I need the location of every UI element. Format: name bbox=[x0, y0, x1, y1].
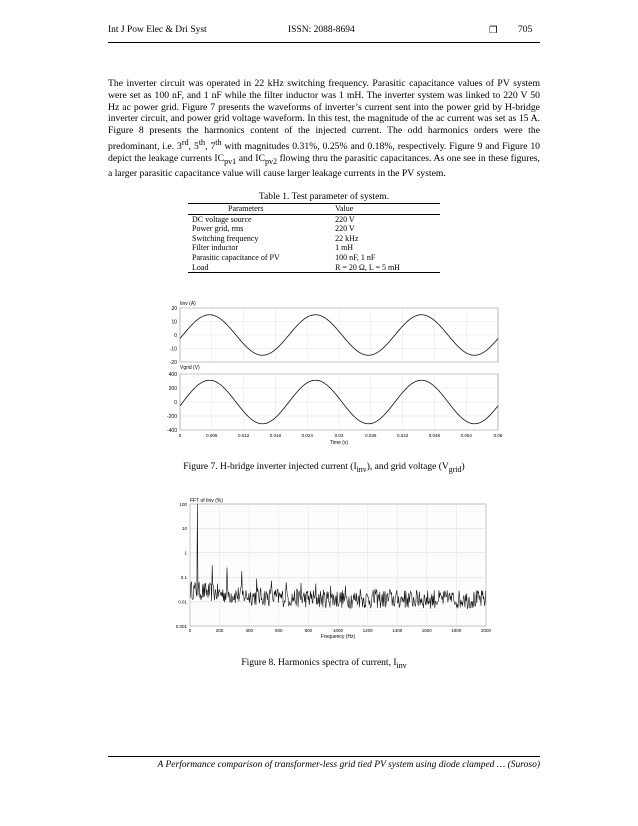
vgrid-yticks bbox=[167, 372, 177, 434]
caption-text: Figure 8. Harmonics spectra of current, I bbox=[241, 658, 397, 668]
caption-text: Figure 7. H-bridge inverter injected current (I bbox=[183, 462, 357, 472]
figure8-chart bbox=[170, 494, 500, 642]
parameter-cell: Load bbox=[188, 263, 331, 273]
fft-ytick-label: 0.1 bbox=[180, 575, 187, 580]
time-xtick-label: 0.054 bbox=[460, 433, 472, 438]
caption-subscript: grid bbox=[448, 464, 462, 474]
page-number: 705 bbox=[518, 25, 533, 35]
parameter-cell: DC voltage source bbox=[192, 214, 252, 224]
superscript: rd bbox=[181, 137, 189, 147]
caption-subscript: inv bbox=[396, 660, 407, 670]
value-cell: 220 V bbox=[335, 224, 355, 234]
time-xtick-label: 0.006 bbox=[206, 433, 218, 438]
paragraph-text: , 5 bbox=[188, 141, 199, 153]
time-xtick-label: 0.018 bbox=[269, 433, 282, 438]
header-rule bbox=[108, 42, 540, 43]
value-cell: 220 V bbox=[335, 214, 355, 224]
box-icon: ❐ bbox=[489, 26, 498, 36]
paragraph-text: The inverter circuit was operated in 22 kHz switching frequency. Parasitic capacitance values of PV system were set as 100 nF, and 1 nF while the filter inductor was 1 mH. The inverter system was linked to 220 V 50 Hz ac power grid. Figure 7 presents the waveforms of inverter’s current sent into the power grid by H-bridge inverter circuit, and power grid voltage waveform. In this test, the magnitude of the ac current was set as 15 A. Figure 8 presents the harmonics content of the injected current. The odd harmonics orders were the predominant, i.e. 3 bbox=[108, 78, 540, 153]
paragraph-text: and IC bbox=[236, 153, 265, 165]
caption-text: ) bbox=[461, 462, 465, 472]
fft-xtick-label: 200 bbox=[215, 628, 224, 633]
superscript: th bbox=[198, 137, 206, 147]
fft-xtick-label: 400 bbox=[245, 628, 253, 633]
iinv-ytick-label: -10 bbox=[169, 346, 177, 353]
table-row bbox=[188, 214, 440, 224]
vgrid-ytick-label: -400 bbox=[166, 427, 177, 434]
value-cell: 1 mH bbox=[335, 243, 354, 253]
parameter-cell: Switching frequency bbox=[192, 233, 259, 243]
iinv-axis-label: Iinv (A) bbox=[180, 301, 196, 307]
paragraph-text: with magnitudes 0.31%, 0.25% and 0.18%, respectively. Figure 9 and Figure 10 depict the leakage currents IC bbox=[108, 141, 541, 165]
fft-xtick-label: 1400 bbox=[392, 628, 403, 633]
frequency-axis-label: Frequency (Hz) bbox=[320, 634, 356, 640]
figure7-chart bbox=[160, 296, 510, 448]
time-xtick-label: 0.03 bbox=[334, 433, 344, 438]
time-xtick-label: 0.024 bbox=[301, 433, 313, 438]
fft-ytick-label: 100 bbox=[179, 501, 187, 507]
fft-xticks bbox=[189, 628, 492, 633]
time-xticks bbox=[179, 433, 503, 438]
time-xtick-label: 0.048 bbox=[428, 433, 441, 438]
vgrid-axis-label: Vgrid (V) bbox=[180, 365, 200, 371]
time-xtick-label: 0.036 bbox=[365, 433, 377, 438]
vgrid-grid bbox=[180, 374, 498, 430]
vgrid-ytick-label: 0 bbox=[174, 399, 177, 406]
iinv-ytick-label: 20 bbox=[171, 305, 177, 312]
fft-grid bbox=[190, 504, 486, 626]
table-row bbox=[188, 243, 440, 253]
fft-xtick-label: 1800 bbox=[451, 628, 462, 633]
value-cell: R = 20 Ω, L = 5 mH bbox=[331, 263, 440, 273]
time-xtick-label: 0.012 bbox=[237, 433, 250, 438]
fft-xtick-label: 800 bbox=[304, 628, 313, 633]
table-body bbox=[188, 214, 440, 273]
vgrid-ytick-label: 400 bbox=[168, 371, 177, 378]
fft-ytick-label: 1 bbox=[184, 550, 187, 556]
caption-text: ), and grid voltage (V bbox=[366, 462, 449, 472]
table-header-row bbox=[188, 204, 440, 215]
value-cell: 22 kHz bbox=[335, 233, 359, 243]
parameter-cell: Power grid, rms bbox=[192, 224, 244, 234]
fft-ytick-label: 0.001 bbox=[175, 623, 187, 629]
parameter-cell: Parasitic capacitance of PV bbox=[192, 252, 280, 262]
footer-rule bbox=[108, 756, 540, 757]
figure7-caption bbox=[108, 462, 540, 474]
parameter-cell: Filter inductor bbox=[192, 243, 238, 253]
fft-xtick-label: 1200 bbox=[362, 628, 373, 633]
superscript: th bbox=[215, 137, 222, 147]
issn: ISSN: 2088-8694 bbox=[288, 25, 355, 35]
fft-xtick-label: 2000 bbox=[480, 628, 492, 633]
iinv-ytick-label: 0 bbox=[174, 332, 177, 339]
body-paragraph bbox=[108, 78, 540, 180]
column-header: Value bbox=[331, 204, 440, 215]
time-xtick-label: 0.042 bbox=[396, 433, 409, 438]
fft-ytick-label: 0.01 bbox=[178, 599, 187, 605]
column-header: Parameters bbox=[188, 204, 331, 215]
paragraph-text: flowing thru the parasitic capacitances. As one see in these figures, a larger parasitic capacitance value will cause larger leakage currents in the PV system. bbox=[108, 153, 540, 179]
fft-title: FFT of Iinv (%) bbox=[190, 498, 223, 504]
journal-name: Int J Pow Elec & Dri Syst bbox=[108, 25, 207, 35]
fft-xtick-label: 0 bbox=[188, 628, 192, 633]
value-cell: 100 nF, 1 nF bbox=[335, 252, 376, 262]
time-axis-label: Time (s) bbox=[329, 440, 349, 446]
fft-yticks bbox=[176, 502, 188, 629]
table-caption: Table 1. Test parameter of system. bbox=[258, 192, 390, 202]
fft-xtick-label: 600 bbox=[275, 628, 283, 633]
figure8-caption bbox=[108, 658, 540, 670]
fft-xtick-label: 1000 bbox=[332, 628, 344, 633]
parameters-table bbox=[188, 203, 440, 273]
vgrid-ytick-label: -200 bbox=[166, 413, 177, 420]
iinv-ytick-label: 10 bbox=[171, 319, 177, 326]
table-row bbox=[188, 234, 440, 244]
subscript: pv2 bbox=[264, 156, 278, 166]
table-row bbox=[188, 224, 440, 234]
paragraph-text: , 7 bbox=[205, 141, 216, 153]
subscript: pv1 bbox=[224, 156, 237, 166]
time-xtick-label: 0.06 bbox=[493, 433, 503, 438]
fft-ytick-label: 10 bbox=[181, 526, 187, 532]
running-footer: A Performance comparison of transformer-less grid tied PV system using diode clamped … (Suroso) bbox=[157, 760, 540, 770]
table-row bbox=[188, 263, 440, 273]
vgrid-ytick-label: 200 bbox=[168, 385, 177, 392]
fft-xtick-label: 1600 bbox=[421, 628, 432, 633]
table-row bbox=[188, 253, 440, 263]
caption-subscript: inv bbox=[356, 464, 367, 474]
iinv-ytick-label: -20 bbox=[169, 359, 177, 366]
time-xtick-label: 0 bbox=[178, 433, 182, 438]
iinv-grid bbox=[180, 308, 498, 362]
iinv-yticks bbox=[170, 306, 177, 366]
